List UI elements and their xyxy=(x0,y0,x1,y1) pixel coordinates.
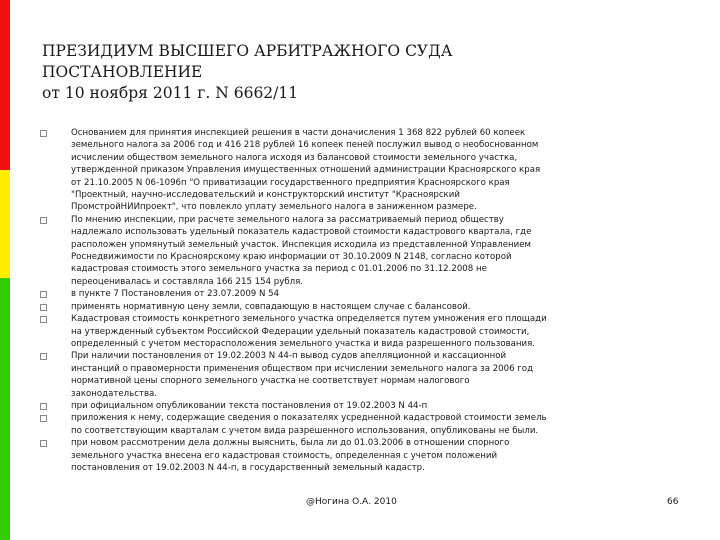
slide-title xyxy=(42,41,682,104)
bullet-list xyxy=(40,127,690,474)
bullet-text-line: "Проектный, научно-исследовательский и конструкторский институт "Красноярский xyxy=(71,190,460,201)
bullet-text-line: кадастровая стоимость этого земельного участка за период с 01.01.2006 по 31.12.2008 не xyxy=(71,264,487,275)
bullet-text-line: расположен упомянутый земельный участок. Инспекция исходила из представленной Управлением xyxy=(71,239,531,250)
bullet-text-line: определенный с учетом месторасположения земельного участка и вида разрешенного пользования. xyxy=(71,338,536,349)
bullet-item xyxy=(40,350,690,400)
bullet-text-line: в пункте 7 Постановления от 23.07.2009 N 54 xyxy=(71,289,280,300)
bullet-text-line: надлежало использовать удельный показатель кадастровой стоимости кадастрового квартала, где xyxy=(71,227,532,238)
bullet-text-line: Роснедвижимости по Красноярскому краю информации от 30.10.2009 N 2148, согласно которой xyxy=(71,252,512,263)
square-bullet-icon xyxy=(40,403,47,410)
bullet-text-line: на утвержденный субъектом Российской Федерации удельный показатель кадастровой стоимости, xyxy=(71,326,530,337)
bullet-text-line: Основанием для принятия инспекцией решения в части доначисления 1 368 822 рублей 60 копеек xyxy=(71,128,526,138)
square-bullet-icon xyxy=(40,440,47,447)
accent-bar-green xyxy=(0,278,10,540)
bullet-text-line: законодательства. xyxy=(71,388,158,399)
square-bullet-icon xyxy=(40,130,47,137)
bullet-text-line: по соответствующим кварталам с учетом вида разрешенного использования, опубликованы не были. xyxy=(71,425,539,436)
bullet-text-line: исчислении обществом земельного налога исходя из балансовой стоимости земельного участка, xyxy=(71,152,518,163)
square-bullet-icon xyxy=(40,353,47,360)
square-bullet-icon xyxy=(40,291,47,298)
bullet-text-line: переоценивалась и составляла 166 215 154 рубля. xyxy=(71,276,304,287)
title-line-date: от 10 ноября 2011 г. N 6662/11 xyxy=(42,84,299,102)
accent-bar-yellow xyxy=(0,170,10,278)
bullet-text-line: нормативной цены спорного земельного участка не соответствует нормам налогового xyxy=(71,376,470,387)
square-bullet-icon xyxy=(40,217,47,224)
bullet-text-line: приложения к нему, содержащие сведения о показателях усредненной кадастровой стоимости земель xyxy=(71,413,547,424)
bullet-text-line: утвержденной приказом Управления имущественных отношений администрации Красноярского края xyxy=(71,165,541,176)
bullet-item xyxy=(40,412,690,437)
bullet-text-line: постановления от 19.02.2003 N 44-п, в государственный земельный кадастр. xyxy=(71,462,425,473)
title-line-doc-type: ПОСТАНОВЛЕНИЕ xyxy=(42,63,203,81)
bullet-item xyxy=(40,127,690,214)
bullet-text-line: земельного налога за 2006 год и 416 218 рублей 16 копеек пеней послужил вывод о необоснованном xyxy=(71,140,539,151)
bullet-text-line: Кадастровая стоимость конкретного земельного участка определяется путем умножения его площади xyxy=(71,314,547,325)
bullet-item xyxy=(40,437,690,474)
bullet-text-line: от 21.10.2005 N 06-1096п "О приватизации государственного предприятия Красноярского края xyxy=(71,177,510,188)
bullet-text-line: По мнению инспекции, при расчете земельного налога за рассматриваемый период обществу xyxy=(71,214,504,225)
page-number: 66 xyxy=(667,497,679,507)
accent-bar-red xyxy=(0,0,10,170)
bullet-text-line: При наличии постановления от 19.02.2003 N 44-п вывод судов апелляционной и кассационной xyxy=(71,351,507,362)
bullet-item xyxy=(40,301,690,313)
bullet-text-line: ПромстройНИИпроект", что повлекло уплату земельного налога в заниженном размере. xyxy=(71,202,477,213)
square-bullet-icon xyxy=(40,415,47,422)
title-line-court: ПРЕЗИДИУМ ВЫСШЕГО АРБИТРАЖНОГО СУДА xyxy=(42,42,453,60)
bullet-text-line: земельного участка внесена его кадастровая стоимость, определенная с учетом положений xyxy=(71,450,498,461)
square-bullet-icon xyxy=(40,304,47,311)
bullet-text-line: применять нормативную цену земли, совпадающую в настоящем случае с балансовой. xyxy=(71,301,471,312)
bullet-item xyxy=(40,313,690,350)
bullet-item xyxy=(40,214,690,288)
bullet-text-line: при официальном опубликовании текста постановления от 19.02.2003 N 44-п xyxy=(71,400,428,411)
footer-author: @Ногина О.А. 2010 xyxy=(306,497,397,507)
bullet-text-line: при новом рассмотрении дела должны выяснить, была ли до 01.03.2006 в отношении спорного xyxy=(71,438,510,449)
bullet-item xyxy=(40,288,690,300)
bullet-text-line: инстанций о правомерности применения обществом при исчислении земельного налога за 2006 год xyxy=(71,363,534,374)
bullet-item xyxy=(40,400,690,412)
square-bullet-icon xyxy=(40,316,47,323)
